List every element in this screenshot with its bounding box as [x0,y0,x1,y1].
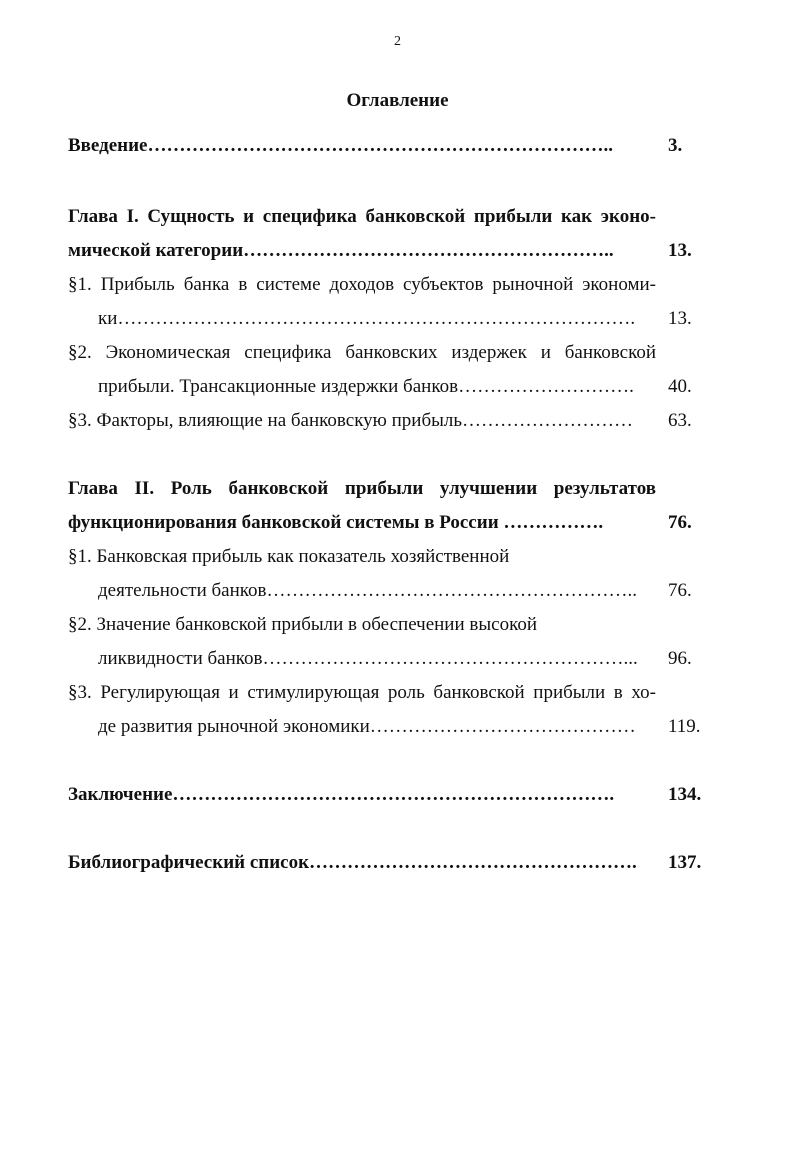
toc-page-bibliography: 137. [668,852,702,873]
toc-title: Оглавление [346,90,449,111]
section-2-2-page: 96. [668,648,692,669]
section-1-3-line-1: §3. Факторы, влияющие на банковскую прибыль……………………… [68,410,634,431]
section-1-2-page: 40. [668,376,692,397]
section-2-2-line-1: §2. Значение банковской прибыли в обеспечении высокой [68,614,537,635]
section-2-2-line-2: ликвидности банков…………………………………………………... [98,648,638,669]
chapter-1-page: 13. [668,240,692,261]
toc-page-introduction: 3. [668,135,683,156]
chapter-2-title-line-2: функционирования банковской системы в России ……………. [68,512,604,533]
chapter-1-title-line-2: мической категории………………………………………………….. [68,240,614,261]
section-1-1-line-1: §1. Прибыль банка в системе доходов субъектов рыночной экономи- [68,274,656,295]
section-1-1-page: 13. [668,308,692,329]
section-2-3-line-2: де развития рыночной экономики…………………………………… [98,716,636,737]
section-1-3-page: 63. [668,410,692,431]
section-2-1-line-2: деятельности банков………………………………………………….. [98,580,638,601]
chapter-2-page: 76. [668,512,692,533]
section-2-1-page: 76. [668,580,692,601]
section-1-2-line-1: §2. Экономическая специфика банковских издержек и банковской [68,342,656,363]
section-1-2-line-2: прибыли. Трансакционные издержки банков………………………. [98,376,634,397]
page-number: 2 [394,34,401,49]
section-2-3-line-1: §3. Регулирующая и стимулирующая роль банковской прибыли в хо- [68,682,656,703]
chapter-1-title-line-1: Глава I. Сущность и специфика банковской прибыли как эконо- [68,206,656,227]
section-2-1-line-1: §1. Банковская прибыль как показатель хозяйственной [68,546,510,567]
section-2-3-page: 119. [668,716,701,737]
section-1-1-line-2: ки………………………………………………………………………. [98,308,636,329]
toc-entry-conclusion: Заключение……………………………………………………………. [68,784,615,805]
toc-entry-introduction: Введение……………………………………………………………….. [68,135,613,156]
toc-entry-bibliography: Библиографический список……………………………………………. [68,852,637,873]
toc-page-conclusion: 134. [668,784,702,805]
chapter-2-title-line-1: Глава II. Роль банковской прибыли улучшении результатов [68,478,656,499]
